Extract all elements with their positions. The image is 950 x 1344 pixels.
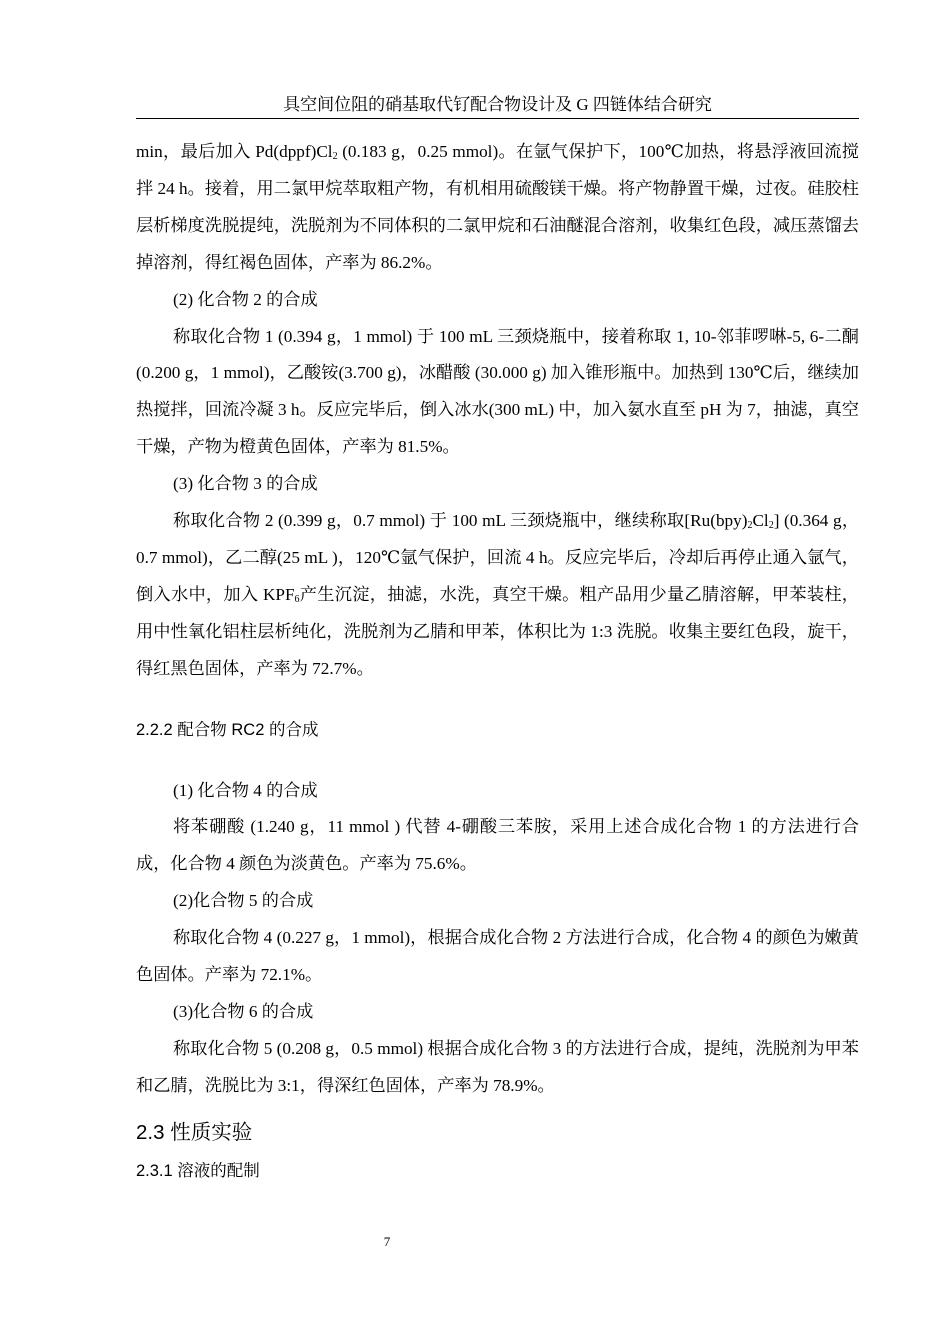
subscript: 2 [747,520,753,532]
subsection-title-compound-6: (3)化合物 6 的合成 [173,1001,314,1021]
subsection-title-compound-4: (1) 化合物 4 的合成 [173,780,318,800]
text: Cl [752,511,769,531]
paragraph-compound-3 [136,503,859,688]
section-heading-2-3: 2.3 性质实验 [136,1120,253,1144]
subscript: 2 [332,151,338,162]
page-number: 7 [383,1234,391,1249]
subscript: 6 [294,593,300,605]
paragraph-compound-4: 将苯硼酸 (1.240 g，11 mmol ) 代替 4-硼酸三苯胺，采用上述合成化合物 1 的方法进行合成，化合物 4 颜色为淡黄色。产率为 75.6%。 [136,817,859,874]
running-header: 具空间位阻的硝基取代钌配合物设计及 G 四链体结合研究 [136,94,859,119]
section-heading-2-2-2: 2.2.2 配合物 RC2 的合成 [136,720,319,739]
paragraph-compound-6: 称取化合物 5 (0.208 g，0.5 mmol) 根据合成化合物 3 的方法进行合成，提纯，洗脱剂为甲苯和乙腈，洗脱比为 3:1，得深红色固体，产率为 78.9%。 [136,1038,859,1095]
subsection-title-compound-5: (2)化合物 5 的合成 [173,891,314,911]
subscript: 2 [768,520,774,532]
text: min，最后加入 Pd(dppf)Cl [136,142,333,161]
text: ] (0.364 g，0.7 mmol)，乙二醇(25 mL )，120℃氩气保护，回流 4 h。反应完毕后，冷却后再停止通入氩气，倒入水中，加入 KPF [136,511,860,604]
body-text [136,134,859,1190]
text: (0.183 g，0.25 mmol)。在氩气保护下，100℃加热，将悬浮液回流搅拌 24 h。接着，用二氯甲烷萃取粗产物，有机相用硫酸镁干燥。将产物静置干燥，过夜。硅胶柱层析梯度洗脱提纯，洗脱剂为不同体积的二氯甲烷和石油醚混合溶剂，收集红色段，减压蒸馏去掉溶剂，得红褐色固体，产率为 86.2%。 [136,142,859,272]
paragraph-compound-5: 称取化合物 4 (0.227 g，1 mmol)，根据合成化合物 2 方法进行合成，化合物 4 的颜色为嫩黄色固体。产率为 72.1%。 [136,928,859,985]
text: 产生沉淀，抽滤，水洗，真空干燥。粗产品用少量乙腈溶解，甲苯装柱，用中性氧化铝柱层析纯化，洗脱剂为乙腈和甲苯，体积比为 1:3 洗脱。收集主要红色段，旋干，得红黑色固体，产率为 72.7%。 [136,584,859,678]
paragraph-compound-1-end [136,134,859,282]
subsection-title-compound-3: (3) 化合物 3 的合成 [173,474,318,494]
section-heading-2-3-1: 2.3.1 溶液的配制 [136,1161,260,1180]
paragraph-compound-2: 称取化合物 1 (0.394 g，1 mmol) 于 100 mL 三颈烧瓶中，接着称取 1, 10-邻菲啰啉-5, 6-二酮 (0.200 g，1 mmol)，乙酸铵(3.700 g)，冰醋酸 (30.000 g) 加入锥形瓶中。加热到 130℃后，继续加热搅拌，回流冷凝 3 h。反应完毕后，倒入冰水(300 mL) 中，加入氨水直至 pH 为 7，抽滤，真空干燥，产物为橙黄色固体，产率为 81.5%。 [136,326,859,457]
subsection-title-compound-2: (2) 化合物 2 的合成 [173,289,318,309]
text: 称取化合物 2 (0.399 g，0.7 mmol) 于 100 mL 三颈烧瓶中，继续称取[Ru(bpy) [173,511,748,531]
